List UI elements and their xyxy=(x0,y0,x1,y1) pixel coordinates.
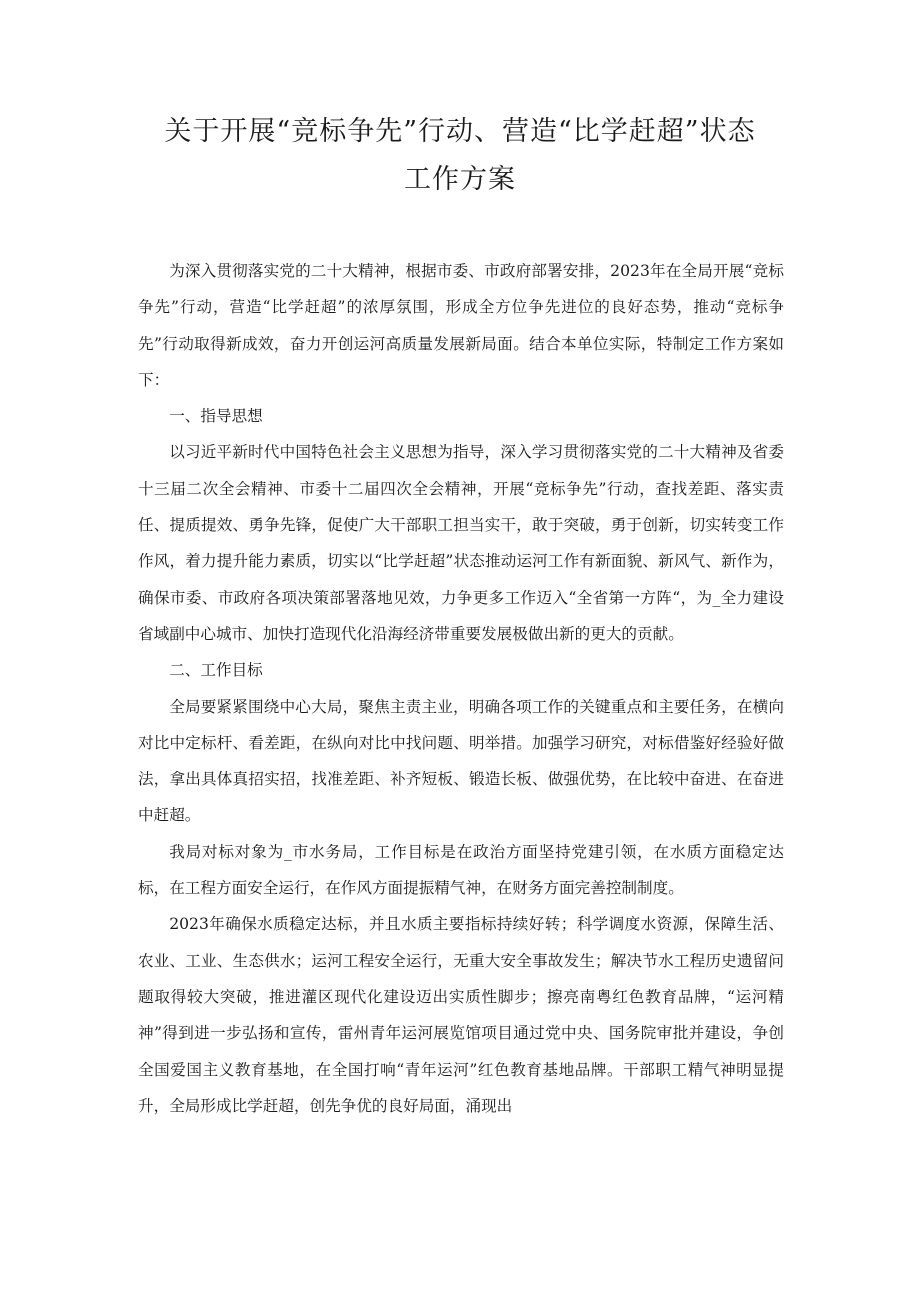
section-heading-work-goals: 二、工作目标 xyxy=(169,661,263,680)
document-title-line-1: 关于开展“竞标争先”行动、营造“比学赶超”状态 xyxy=(164,116,756,147)
guiding-ideology-paragraph: 以习近平新时代中国特色社会主义思想为指导，深入学习贯彻落实党的二十大精神及省委十三届二次全会精神、市委十二届四次全会精神，开展“竞标争先”行动，查找差距、落实责任、提质提效、勇争先锋，促使广大干部职工担当实干，敢于突破，勇于创新，切实转变工作作风，着力提升能力素质，切实以“比学赶超”状态推动运河工作有新面貌、新风气、新作为，确保市委、市政府各项决策部署落地见效，力争更多工作迈入“全省第一方阵“，为_全力建设省域副中心城市、加快打造现代化沿海经济带重要发展极做出新的更大的贡献。 xyxy=(138,443,784,643)
intro-paragraph: 为深入贯彻落实党的二十大精神，根据市委、市政府部署安排，2023年在全局开展“竞标争先”行动，营造“比学赶超”的浓厚氛围，形成全方位争先进位的良好态势，推动“竞标争先”行动取得新成效，奋力开创运河高质量发展新局面。结合本单位实际，特制定工作方案如下： xyxy=(138,262,784,389)
benchmark-paragraph: 我局对标对象为_市水务局，工作目标是在政治方面坚持党建引领，在水质方面稳定达标，在工程方面安全运行，在作风方面提振精气神，在财务方面完善控制制度。 xyxy=(138,842,784,898)
document-body xyxy=(138,253,784,1124)
document-title-line-2: 工作方案 xyxy=(404,164,516,195)
targets-2023-paragraph: 2023年确保水质稳定达标，并且水质主要指标持续好转；科学调度水资源，保障生活、农业、工业、生态供水；运河工程安全运行，无重大安全事故发生；解决节水工程历史遗留问题取得较大突破，推进灌区现代化建设迈出实质性脚步；擦亮南粤红色教育品牌，“运河精神”得到进一步弘扬和宣传，雷州青年运河展览馆项目通过党中央、国务院审批并建设，争创全国爱国主义教育基地，在全国打响“青年运河”红色教育基地品牌。干部职工精气神明显提升，全局形成比学赶超，创先争优的良好局面，涌现出 xyxy=(138,915,784,1115)
section-heading-guiding-ideology: 一、指导思想 xyxy=(169,407,263,426)
work-goals-paragraph: 全局要紧紧围绕中心大局，聚焦主责主业，明确各项工作的关键重点和主要任务，在横向对比中定标杆、看差距，在纵向对比中找问题、明举措。加强学习研究，对标借鉴好经验好做法，拿出具体真招实招，找准差距、补齐短板、锻造长板、做强优势，在比较中奋进、在奋进中赶超。 xyxy=(138,697,784,825)
